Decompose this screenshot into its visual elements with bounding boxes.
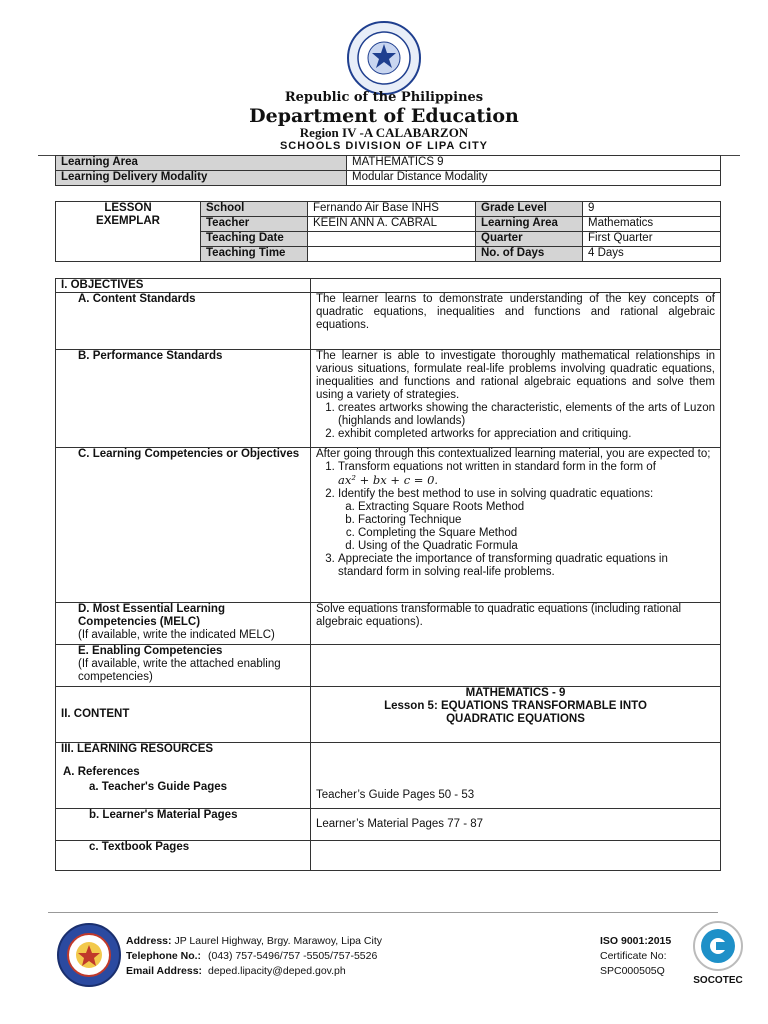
melc-label: D. Most Essential Learning Competencies (MELC) (78, 603, 225, 628)
learning-area-table (55, 155, 721, 186)
modality-label: Learning Delivery Modality (56, 171, 347, 186)
content-subject: MATHEMATICS - 9 (465, 687, 566, 699)
lesson-info-table (55, 201, 721, 262)
teaching-date-value (308, 232, 476, 247)
grade-level-label: Grade Level (476, 202, 583, 217)
lesson-exemplar-cell (56, 202, 201, 262)
enabling-cell (56, 645, 311, 687)
lm-value-cell (311, 809, 721, 841)
content-standards-text: The learner learns to demonstrate understanding of the key concepts of quadratic equations, inequalities and functions and rational algebraic equations. (311, 293, 721, 350)
quarter-label: Quarter (476, 232, 583, 247)
info-learning-area-value: Mathematics (583, 217, 721, 232)
email-label: Email Address: (126, 965, 203, 977)
deped-seal (346, 20, 422, 96)
republic-heading: Republic of the Philippines (284, 90, 484, 105)
lm-label: b. Learner's Material Pages (56, 809, 311, 841)
school-label: School (201, 202, 308, 217)
competencies-list (316, 461, 715, 579)
textbook-label: c. Textbook Pages (56, 841, 311, 871)
address-value: JP Laurel Highway, Brgy. Marawoy, Lipa City (174, 935, 382, 947)
resources-heading: III. LEARNING RESOURCES (61, 743, 214, 755)
teacher-value: KEEIN ANN A. CABRAL (308, 217, 476, 232)
content-standards-label: A. Content Standards (56, 293, 311, 350)
tg-value-cell (311, 743, 721, 809)
lm-value: Learner’s Material Pages 77 - 87 (316, 818, 484, 830)
teaching-time-label: Teaching Time (201, 247, 308, 262)
telephone-value: (043) 757-5496/757 -5505/757-5526 (208, 950, 378, 962)
department-heading: Department of Education (249, 105, 519, 127)
objectives-blank (311, 279, 721, 293)
objectives-heading: I. OBJECTIVES (56, 279, 311, 293)
resources-cell (56, 743, 311, 809)
certificate-value: SPC000505Q (600, 965, 665, 977)
tg-value: Teacher’s Guide Pages 50 - 53 (316, 789, 475, 801)
content-cell (311, 687, 721, 743)
methods-list (338, 501, 715, 553)
list-item: 3. Appreciate the importance of transforming quadratic equations in standard form in solving real-life problems. (338, 553, 715, 579)
competency-2-text: Identify the best method to use in solving quadratic equations: (338, 488, 654, 500)
contact-block (126, 934, 382, 979)
days-label: No. of Days (476, 247, 583, 262)
certificate-label: Certificate No: (600, 950, 667, 962)
melc-note: (If available, write the indicated MELC) (78, 629, 275, 641)
enabling-blank (311, 645, 721, 687)
content-lesson: Lesson 5: EQUATIONS TRANSFORMABLE INTO QUADRATIC EQUATIONS (384, 700, 647, 725)
iso-block (600, 934, 671, 979)
performance-list (316, 402, 715, 441)
list-item: a. Extracting Square Roots Method (358, 501, 715, 514)
grade-level-value: 9 (583, 202, 721, 217)
melc-text: Solve equations transformable to quadratic equations (including rational algebraic equations). (311, 603, 721, 645)
lesson-plan-table (55, 278, 721, 871)
competency-1-text: Transform equations not written in standard form in the form of (338, 461, 656, 473)
division-logo (56, 922, 122, 988)
tg-label: a. Teacher's Guide Pages (89, 781, 228, 793)
list-item: 2. exhibit completed artworks for appreciation and critiquing. (338, 428, 715, 441)
list-item: d. Using of the Quadratic Formula (358, 540, 715, 553)
teaching-date-label: Teaching Date (201, 232, 308, 247)
learning-area-label: Learning Area (56, 156, 347, 171)
exemplar-label: EXEMPLAR (96, 215, 160, 227)
email-value[interactable]: deped.lipacity@deped.gov.ph (208, 965, 346, 977)
socotec-label: SOCOTEC (693, 975, 743, 986)
list-item (338, 461, 715, 488)
footer-divider (48, 912, 718, 913)
performance-standards-text: The learner is able to investigate thoroughly mathematical relationships in various situations, formulate real-life problems involving quadratic equations, inequalities and functions and rational algebraic equations and solve them using a variety of strategies. (316, 350, 715, 401)
modality-value: Modular Distance Modality (347, 171, 721, 186)
quarter-value: First Quarter (583, 232, 721, 247)
competencies-cell (311, 448, 721, 603)
teacher-label: Teacher (201, 217, 308, 232)
school-value: Fernando Air Base INHS (308, 202, 476, 217)
competencies-label: C. Learning Competencies or Objectives (56, 448, 311, 603)
region-heading: Region IV -A CALABARZON (299, 125, 469, 140)
melc-cell (56, 603, 311, 645)
division-heading: SCHOOLS DIVISION OF LIPA CITY (279, 140, 489, 152)
references-label: A. References (63, 766, 140, 778)
info-learning-area-label: Learning Area (476, 217, 583, 232)
content-heading: II. CONTENT (56, 687, 311, 743)
competencies-intro: After going through this contextualized learning material, you are expected to; (316, 448, 711, 460)
performance-standards-cell (311, 350, 721, 448)
teaching-time-value (308, 247, 476, 262)
list-item: b. Factoring Technique (358, 514, 715, 527)
learning-area-value: MATHEMATICS 9 (347, 156, 721, 171)
performance-standards-label: B. Performance Standards (56, 350, 311, 448)
enabling-note: (If available, write the attached enabling competencies) (78, 658, 281, 683)
enabling-label: E. Enabling Competencies (78, 645, 223, 657)
days-value: 4 Days (583, 247, 721, 262)
iso-standard: ISO 9001:2015 (600, 935, 672, 947)
lesson-label: LESSON (104, 202, 152, 214)
list-item: 1. creates artworks showing the characteristic, elements of the arts of Luzon (highlands and lowlands) (338, 402, 715, 428)
address-label: Address: (126, 935, 172, 947)
standard-form-formula: ax² + bx + c = 0. (338, 473, 439, 487)
textbook-blank (311, 841, 721, 871)
socotec-logo (690, 920, 746, 990)
list-item: c. Completing the Square Method (358, 527, 715, 540)
list-item (338, 488, 715, 553)
telephone-label: Telephone No.: (126, 950, 202, 962)
